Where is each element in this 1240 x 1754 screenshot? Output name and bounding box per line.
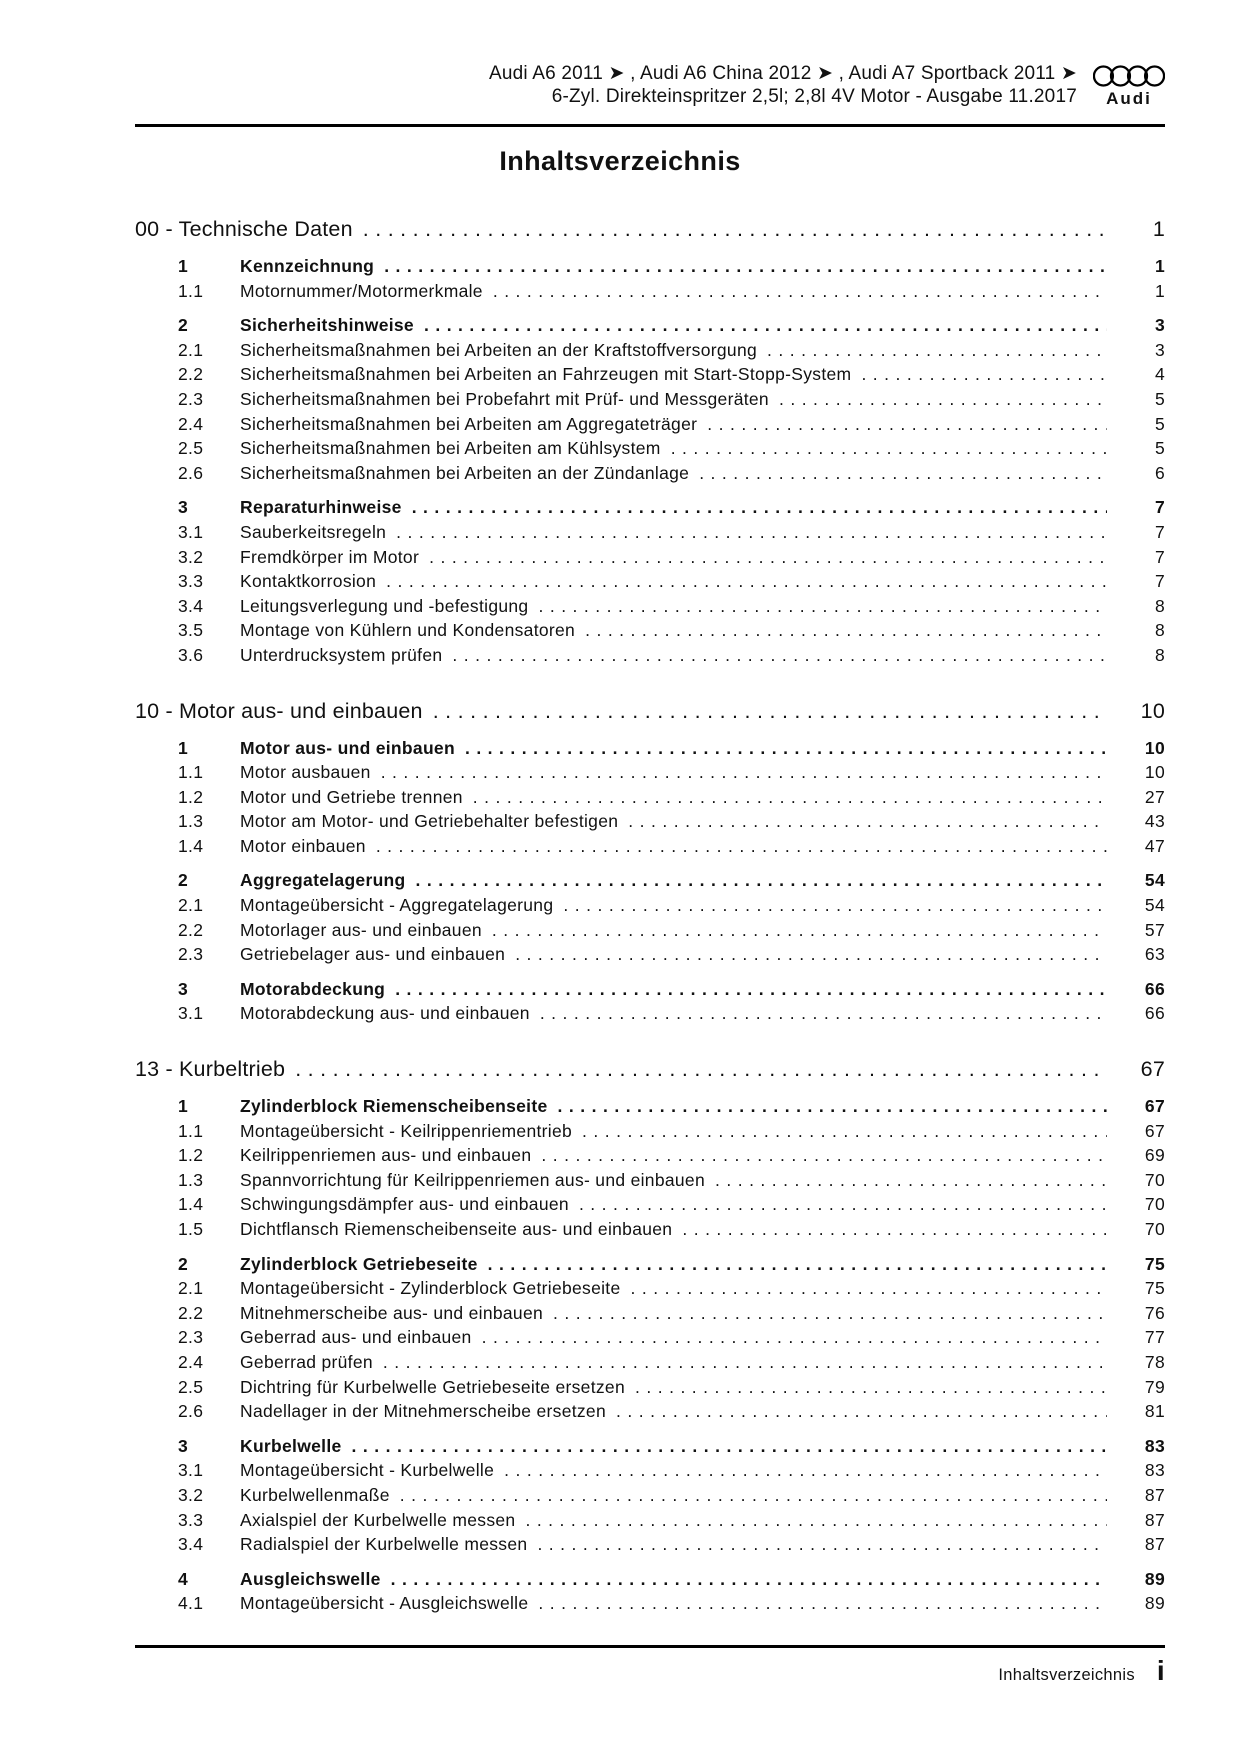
entry-title: Geberrad aus- und einbauen	[240, 1327, 472, 1348]
entry-title: Motor und Getriebe trennen	[240, 786, 463, 807]
dot-leader	[553, 1301, 1107, 1326]
entry-page-number: 54	[1144, 870, 1165, 891]
entry-title: Nadellager in der Mitnehmerscheibe ersetzen	[240, 1401, 607, 1422]
toc-entry-row	[135, 520, 1165, 545]
entry-title: Motor ausbauen	[240, 762, 371, 783]
entry-title: Kontaktkorrosion	[240, 571, 377, 592]
entry-page-number: 43	[1144, 811, 1165, 832]
entry-title: Montage von Kühlern und Kondensatoren	[240, 620, 576, 641]
entry-page-number: 8	[1154, 595, 1165, 616]
entry-number: 1.1	[178, 762, 204, 783]
dot-leader	[579, 1192, 1107, 1217]
entry-number: 2.6	[178, 1401, 204, 1422]
entry-number: 1	[178, 737, 189, 758]
toc-entry-row	[135, 1252, 1165, 1277]
entry-number: 3.5	[178, 620, 204, 641]
document-header	[135, 62, 1165, 108]
entry-number: 2.3	[178, 944, 204, 965]
entry-title: Keilrippenriemen aus- und einbauen	[240, 1145, 532, 1166]
entry-title: Sicherheitshinweise	[240, 315, 414, 336]
entry-title: Sicherheitsmaßnahmen bei Arbeiten an der Zündanlage	[240, 462, 690, 483]
entry-page-number: 10	[1144, 737, 1165, 758]
entry-number: 2.4	[178, 413, 204, 434]
header-rule	[135, 124, 1165, 127]
entry-title: Motor aus- und einbauen	[240, 737, 455, 758]
entry-number: 1.3	[178, 1169, 204, 1190]
entry-page-number: 27	[1144, 786, 1165, 807]
entry-number: 1.4	[178, 1194, 204, 1215]
document-footer	[135, 1645, 1165, 1685]
entry-page-number: 70	[1144, 1169, 1165, 1190]
entry-number: 3.2	[178, 1484, 204, 1505]
toc-entry-row	[135, 1325, 1165, 1350]
entry-number: 2.1	[178, 895, 204, 916]
toc-entry-row	[135, 1567, 1165, 1592]
toc-entry-row	[135, 809, 1165, 834]
toc-entry-row	[135, 362, 1165, 387]
entry-number: 2.5	[178, 438, 204, 459]
entry-number: 2.6	[178, 462, 204, 483]
entry-number: 1.1	[178, 280, 204, 301]
entry-page-number: 1	[1154, 280, 1165, 301]
entry-number: 2	[178, 315, 189, 336]
toc-entry-row	[135, 436, 1165, 461]
entry-title: Montageübersicht - Zylinderblock Getriebeseite	[240, 1278, 621, 1299]
toc-entry-row	[135, 1375, 1165, 1400]
entry-number: 4	[178, 1568, 189, 1589]
dot-leader	[416, 868, 1107, 893]
dot-leader	[699, 461, 1107, 486]
header-line2: 6-Zyl. Direkteinspritzer 2,5l; 2,8l 4V Motor - Ausgabe 11.2017	[551, 86, 1077, 107]
toc-entry-row	[135, 834, 1165, 859]
entry-title: Montageübersicht - Kurbelwelle	[240, 1460, 495, 1481]
dot-leader	[352, 1434, 1107, 1459]
dot-leader	[391, 1567, 1107, 1592]
dot-leader	[384, 254, 1107, 279]
entry-number: 2.2	[178, 364, 204, 385]
dot-leader	[429, 545, 1107, 570]
entry-title: Motor am Motor- und Getriebehalter befestigen	[240, 811, 619, 832]
toc-entry-row	[135, 736, 1165, 761]
entry-title: Motornummer/Motormerkmale	[240, 280, 483, 301]
toc-entry-row	[135, 1119, 1165, 1144]
chapter-title: 13 - Kurbeltrieb	[135, 1057, 286, 1082]
entry-page-number: 87	[1144, 1534, 1165, 1555]
entry-page-number: 10	[1144, 762, 1165, 783]
toc-entry-row	[135, 785, 1165, 810]
entry-title: Motorabdeckung	[240, 978, 386, 999]
dot-leader	[465, 736, 1107, 761]
toc-entry-row	[135, 1217, 1165, 1242]
dot-leader	[537, 1532, 1107, 1557]
entry-page-number: 66	[1144, 1003, 1165, 1024]
entry-number: 1.1	[178, 1120, 204, 1141]
toc-chapter-row	[135, 1054, 1165, 1084]
entry-page-number: 5	[1154, 438, 1165, 459]
entry-number: 3.3	[178, 1509, 204, 1530]
entry-number: 2.3	[178, 388, 204, 409]
entry-number: 1	[178, 256, 189, 276]
dot-leader	[400, 1483, 1107, 1508]
dot-leader	[631, 1276, 1107, 1301]
entry-title: Motor einbauen	[240, 835, 366, 856]
entry-page-number: 67	[1144, 1120, 1165, 1141]
audi-rings-icon	[1093, 63, 1165, 89]
entry-title: Motorlager aus- und einbauen	[240, 919, 482, 940]
entry-page-number: 77	[1144, 1327, 1165, 1348]
dot-leader	[582, 1119, 1107, 1144]
entry-number: 2.2	[178, 1302, 204, 1323]
entry-number: 2.3	[178, 1327, 204, 1348]
entry-title: Fremdkörper im Motor	[240, 546, 420, 567]
dot-leader	[424, 313, 1107, 338]
header-line1: Audi A6 2011 ➤ , Audi A6 China 2012 ➤ , Audi A7 Sportback 2011 ➤	[488, 63, 1077, 84]
entry-page-number: 3	[1154, 315, 1165, 336]
entry-number: 3.3	[178, 571, 204, 592]
entry-page-number: 75	[1144, 1253, 1165, 1274]
toc-entry-row	[135, 760, 1165, 785]
entry-page-number: 78	[1144, 1351, 1165, 1372]
entry-title: Sicherheitsmaßnahmen bei Arbeiten am Aggregateträger	[240, 413, 698, 434]
entry-number: 1.2	[178, 1145, 204, 1166]
entry-title: Spannvorrichtung für Keilrippenriemen aus- und einbauen	[240, 1169, 705, 1190]
toc-entry-row	[135, 279, 1165, 304]
entry-title: Radialspiel der Kurbelwelle messen	[240, 1534, 528, 1555]
entry-title: Sauberkeitsregeln	[240, 521, 387, 542]
entry-page-number: 79	[1144, 1376, 1165, 1397]
dot-leader	[504, 1458, 1107, 1483]
entry-title: Dichtring für Kurbelwelle Getriebeseite ersetzen	[240, 1376, 625, 1397]
toc-chapter-row	[135, 696, 1165, 726]
entry-page-number: 70	[1144, 1219, 1165, 1239]
toc-entry-row	[135, 868, 1165, 893]
dot-leader	[540, 1001, 1107, 1026]
chapter-page-number: 67	[1140, 1057, 1165, 1082]
entry-title: Unterdrucksystem prüfen	[240, 644, 443, 665]
entry-title: Schwingungsdämpfer aus- und einbauen	[240, 1194, 569, 1215]
toc-entry-row	[135, 1532, 1165, 1557]
entry-number: 1.4	[178, 835, 204, 856]
header-text	[489, 62, 1077, 108]
entry-page-number: 83	[1144, 1460, 1165, 1481]
entry-page-number: 6	[1154, 462, 1165, 483]
entry-page-number: 69	[1144, 1145, 1165, 1166]
toc-entry-row	[135, 313, 1165, 338]
entry-number: 1	[178, 1096, 189, 1117]
entry-page-number: 5	[1154, 413, 1165, 434]
toc-entry-row	[135, 387, 1165, 412]
dot-leader	[396, 520, 1107, 545]
entry-title: Getriebelager aus- und einbauen	[240, 944, 506, 965]
toc-entry-row	[135, 1094, 1165, 1119]
entry-page-number: 8	[1154, 644, 1165, 665]
entry-number: 2.2	[178, 919, 204, 940]
dot-leader	[715, 1168, 1107, 1193]
toc-entry-row	[135, 1276, 1165, 1301]
dot-leader	[628, 809, 1107, 834]
toc-entry-row	[135, 412, 1165, 437]
entry-page-number: 75	[1144, 1278, 1165, 1299]
entry-page-number: 1	[1154, 256, 1165, 276]
entry-title: Kurbelwelle	[240, 1435, 342, 1456]
entry-page-number: 66	[1144, 978, 1165, 999]
dot-leader	[767, 338, 1107, 363]
entry-page-number: 57	[1144, 919, 1165, 940]
entry-page-number: 47	[1144, 835, 1165, 856]
entry-number: 1.3	[178, 811, 204, 832]
toc-entry-row	[135, 1458, 1165, 1483]
entry-number: 2.1	[178, 339, 204, 360]
entry-number: 3.2	[178, 546, 204, 567]
entry-number: 2.5	[178, 1376, 204, 1397]
page-title: Inhaltsverzeichnis	[499, 146, 741, 176]
entry-title: Motorabdeckung aus- und einbauen	[240, 1003, 530, 1024]
toc-entry-row	[135, 1143, 1165, 1168]
entry-page-number: 3	[1154, 339, 1165, 360]
toc-entry-row	[135, 1001, 1165, 1026]
entry-title: Mitnehmerscheibe aus- und einbauen	[240, 1302, 544, 1323]
dot-leader	[295, 1054, 1107, 1084]
entry-number: 1.2	[178, 786, 204, 807]
entry-title: Reparaturhinweise	[240, 497, 402, 518]
dot-leader	[525, 1508, 1107, 1533]
toc-entry-row	[135, 618, 1165, 643]
entry-page-number: 76	[1144, 1302, 1165, 1323]
dot-leader	[363, 214, 1107, 244]
entry-page-number: 5	[1154, 388, 1165, 409]
dot-leader	[779, 387, 1107, 412]
entry-page-number: 4	[1154, 364, 1165, 385]
toc-entry-row	[135, 1591, 1165, 1616]
toc-entry-row	[135, 893, 1165, 918]
entry-page-number: 87	[1144, 1484, 1165, 1505]
entry-title: Leitungsverlegung und -befestigung	[240, 595, 529, 616]
dot-leader	[671, 436, 1107, 461]
toc-entry-row	[135, 1434, 1165, 1459]
entry-title: Montageübersicht - Aggregatelagerung	[240, 895, 554, 916]
toc-entry-row	[135, 594, 1165, 619]
entry-page-number: 83	[1144, 1435, 1165, 1456]
entry-number: 3	[178, 497, 189, 518]
toc-entry-row	[135, 977, 1165, 1002]
entry-title: Dichtflansch Riemenscheibenseite aus- und einbauen	[240, 1219, 673, 1239]
entry-number: 2.4	[178, 1351, 204, 1372]
entry-page-number: 7	[1154, 571, 1165, 592]
toc-entry-row	[135, 1168, 1165, 1193]
toc-entry-row	[135, 495, 1165, 520]
dot-leader	[861, 362, 1107, 387]
entry-title: Sicherheitsmaßnahmen bei Arbeiten am Kühlsystem	[240, 438, 661, 459]
dot-leader	[482, 1325, 1107, 1350]
toc-chapter-row	[135, 214, 1165, 244]
entry-number: 3.1	[178, 1003, 204, 1024]
entry-number: 2	[178, 870, 189, 891]
entry-title: Zylinderblock Getriebeseite	[240, 1253, 478, 1274]
entry-page-number: 54	[1144, 895, 1165, 916]
entry-page-number: 7	[1154, 521, 1165, 542]
toc-entry-row	[135, 1301, 1165, 1326]
entry-page-number: 89	[1144, 1593, 1165, 1614]
entry-page-number: 81	[1144, 1401, 1165, 1422]
toc-entry-row	[135, 1399, 1165, 1424]
entry-number: 3	[178, 1435, 189, 1456]
entry-number: 3.1	[178, 1460, 204, 1481]
dot-leader	[538, 594, 1107, 619]
dot-leader	[541, 1143, 1107, 1168]
dot-leader	[395, 977, 1107, 1002]
entry-title: Zylinderblock Riemenscheibenseite	[240, 1096, 548, 1117]
chapter-page-number: 10	[1140, 698, 1165, 723]
dot-leader	[488, 1252, 1107, 1277]
dot-leader	[493, 279, 1107, 304]
entry-title: Montageübersicht - Ausgleichswelle	[240, 1593, 529, 1614]
dot-leader	[492, 918, 1107, 943]
entry-page-number: 87	[1144, 1509, 1165, 1530]
footer-rule	[135, 1645, 1165, 1648]
toc-entry-row	[135, 942, 1165, 967]
dot-leader	[515, 942, 1107, 967]
dot-leader	[563, 893, 1107, 918]
entry-title: Ausgleichswelle	[240, 1568, 381, 1589]
dot-leader	[585, 618, 1107, 643]
toc-entry-row	[135, 1350, 1165, 1375]
entry-number: 1.5	[178, 1219, 204, 1239]
entry-number: 3	[178, 978, 189, 999]
entry-number: 4.1	[178, 1593, 204, 1614]
entry-page-number: 63	[1144, 944, 1165, 965]
toc-entry-row	[135, 1483, 1165, 1508]
toc-entry-row	[135, 545, 1165, 570]
chapter-page-number: 1	[1152, 217, 1165, 241]
audi-wordmark: Audi	[1106, 89, 1152, 108]
toc-entry-row	[135, 918, 1165, 943]
entry-page-number: 7	[1154, 497, 1165, 518]
entry-title: Axialspiel der Kurbelwelle messen	[240, 1509, 516, 1530]
table-of-contents	[135, 214, 1165, 1616]
chapter-title: 00 - Technische Daten	[135, 217, 353, 241]
toc-entry-row	[135, 254, 1165, 279]
footer-label: Inhaltsverzeichnis	[998, 1666, 1135, 1684]
dot-leader	[412, 495, 1107, 520]
dot-leader	[452, 643, 1107, 668]
entry-page-number: 8	[1154, 620, 1165, 641]
entry-number: 3.1	[178, 521, 204, 542]
dot-leader	[433, 696, 1107, 726]
entry-number: 3.4	[178, 1534, 204, 1555]
entry-page-number: 70	[1144, 1194, 1165, 1215]
dot-leader	[635, 1375, 1107, 1400]
entry-title: Geberrad prüfen	[240, 1351, 373, 1372]
toc-entry-row	[135, 1192, 1165, 1217]
entry-title: Kurbelwellenmaße	[240, 1484, 390, 1505]
dot-leader	[473, 785, 1107, 810]
dot-leader	[616, 1399, 1107, 1424]
toc-entry-row	[135, 643, 1165, 668]
toc-entry-row	[135, 1508, 1165, 1533]
entry-page-number: 7	[1154, 546, 1165, 567]
dot-leader	[376, 834, 1107, 859]
dot-leader	[381, 760, 1107, 785]
entry-number: 3.6	[178, 644, 204, 665]
dot-leader	[538, 1591, 1107, 1616]
toc-entry-row	[135, 461, 1165, 486]
footer-page-number: i	[1156, 1655, 1165, 1686]
entry-number: 2	[178, 1253, 189, 1274]
entry-number: 2.1	[178, 1278, 204, 1299]
dot-leader	[386, 569, 1107, 594]
chapter-title: 10 - Motor aus- und einbauen	[135, 698, 423, 723]
entry-title: Sicherheitsmaßnahmen bei Probefahrt mit Prüf- und Messgeräten	[240, 388, 769, 409]
dot-leader	[707, 412, 1107, 437]
dot-leader	[558, 1094, 1107, 1119]
entry-number: 3.4	[178, 595, 204, 616]
dot-leader	[682, 1217, 1107, 1242]
entry-title: Montageübersicht - Keilrippenriementrieb	[240, 1120, 573, 1141]
toc-entry-row	[135, 569, 1165, 594]
dot-leader	[383, 1350, 1107, 1375]
entry-title: Aggregatelagerung	[240, 870, 406, 891]
entry-title: Sicherheitsmaßnahmen bei Arbeiten an Fahrzeugen mit Start-Stopp-System	[240, 364, 852, 385]
audi-logo	[1093, 63, 1165, 108]
footer-line	[135, 1657, 1165, 1685]
toc-entry-row	[135, 338, 1165, 363]
entry-title: Sicherheitsmaßnahmen bei Arbeiten an der Kraftstoffversorgung	[240, 339, 758, 360]
entry-title: Kennzeichnung	[240, 256, 375, 276]
entry-page-number: 89	[1144, 1568, 1165, 1589]
entry-page-number: 67	[1144, 1096, 1165, 1117]
